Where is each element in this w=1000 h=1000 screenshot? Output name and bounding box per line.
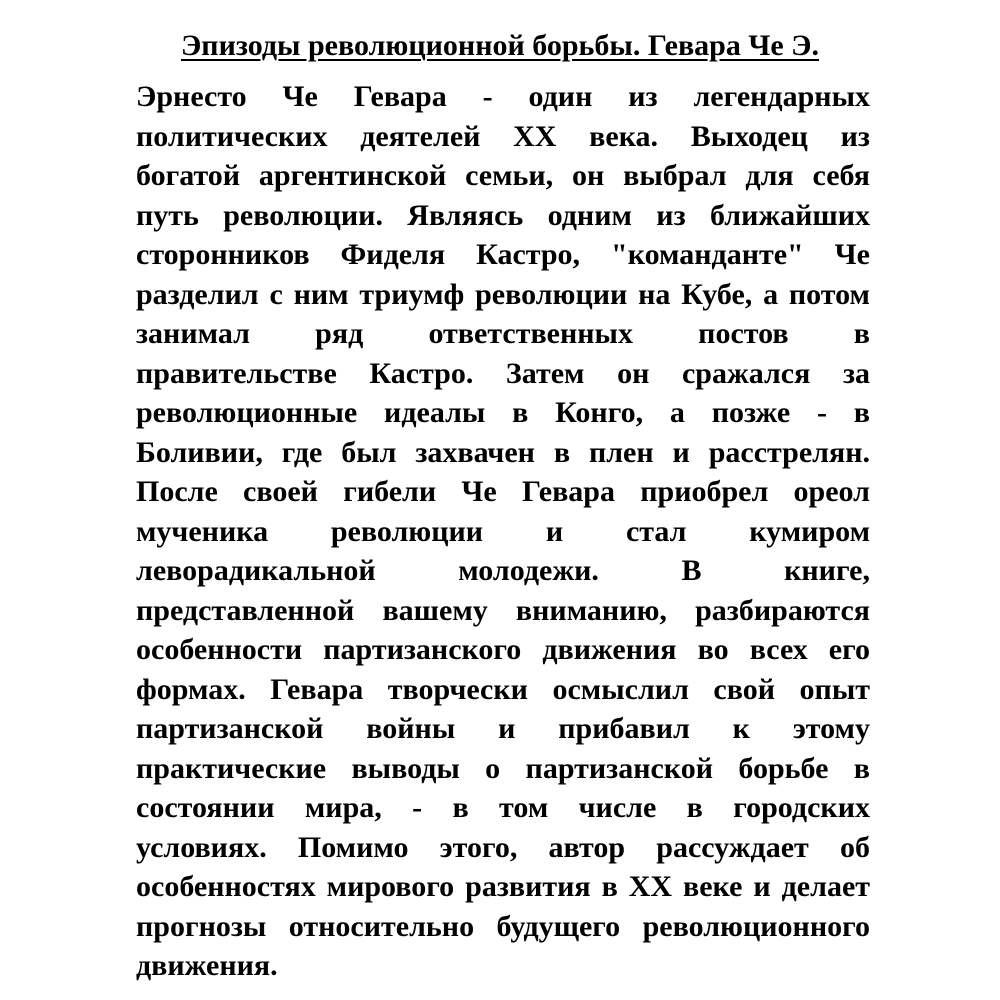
text-line: богатой аргентинской семьи, он выбрал для себя <box>136 159 870 192</box>
text-line: особенностях мирового развития в XX веке и делает <box>136 870 870 903</box>
text-line: революционные идеалы в Конго, а позже - в <box>136 396 870 429</box>
text-line: формах. Гевара творчески осмыслил свой опыт <box>136 672 870 706</box>
text-line: движения. <box>136 949 278 982</box>
text-line: мученика революции и стал кумиром <box>136 514 870 548</box>
page-title: Эпизоды революционной борьбы. Гевара Че Э. <box>180 29 820 62</box>
text-line: правительстве Кастро. Затем он сражался за <box>136 356 870 390</box>
text-line: Боливии, где был захвачен в плен и расстрелян. <box>136 435 870 469</box>
text-line: сторонников Фиделя Кастро, "команданте" Че <box>136 238 870 271</box>
text-line: Эрнесто Че Гевара - один из легендарных <box>136 80 870 113</box>
text-line: разделил с ним триумф революции на Кубе, а потом <box>136 277 870 311</box>
text-line: леворадикальной молодежи. В книге, <box>136 554 870 587</box>
text-line: состоянии мира, - в том числе в городских <box>136 791 870 824</box>
text-line: практические выводы о партизанской борьбе в <box>136 751 870 785</box>
description-text <box>136 77 870 986</box>
text-line: партизанской войны и прибавил к этому <box>136 712 870 745</box>
text-line: путь революции. Являясь одним из ближайших <box>136 198 870 232</box>
text-line: занимал ряд ответственных постов в <box>136 317 870 350</box>
text-line: прогнозы относительно будущего революционного <box>136 909 870 943</box>
text-line: особенности партизанского движения во всех его <box>136 633 870 666</box>
text-line: представленной вашему вниманию, разбираются <box>136 593 870 627</box>
text-line: политических деятелей XX века. Выходец из <box>136 119 870 153</box>
text-line: После своей гибели Че Гевара приобрел ореол <box>136 475 870 508</box>
text-line: условиях. Помимо этого, автор рассуждает об <box>136 830 870 864</box>
